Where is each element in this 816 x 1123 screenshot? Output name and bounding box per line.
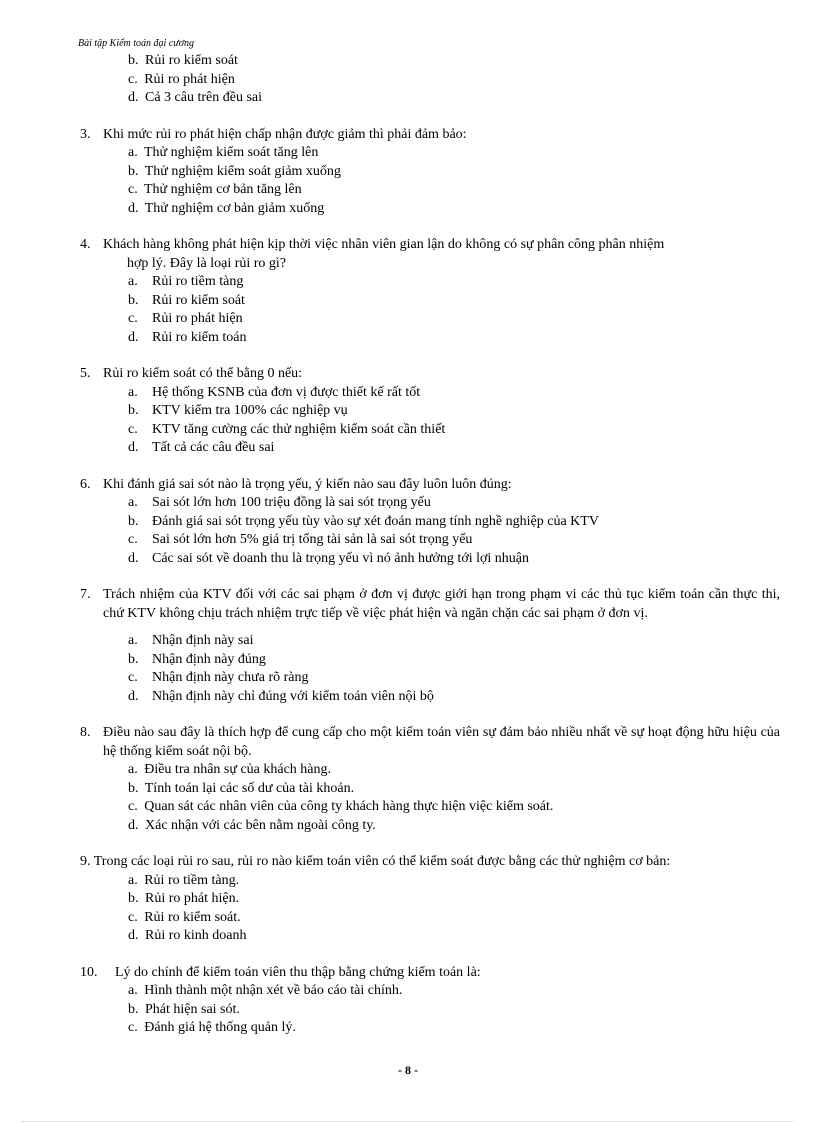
option-list xyxy=(80,632,780,706)
option-b: b. Đánh giá sai sót trọng yếu tùy vào sự xét đoán mang tính nghề nghiệp của KTV xyxy=(128,513,599,529)
option-b: b. Phát hiện sai sót. xyxy=(128,1001,240,1017)
question-5 xyxy=(80,365,780,458)
option-b: b. KTV kiểm tra 100% các nghiệp vụ xyxy=(128,403,348,418)
option-list xyxy=(80,982,780,1038)
question-text: 9. Trong các loại rủi ro sau, rủi ro nào kiểm toán viên có thể kiểm soát được bằng các thử nghiệm cơ bản: xyxy=(80,854,671,869)
option-b: b. Tính toán lại các số dư của tài khoản. xyxy=(128,780,355,796)
option-c: c. Rủi ro phát hiện xyxy=(128,71,235,87)
option-c: c. Rủi ro phát hiện xyxy=(128,311,243,326)
option-d: d. Cả 3 câu trên đều sai xyxy=(128,90,263,105)
option-c: c. Sai sót lớn hơn 5% giá trị tổng tài sản là sai sót trọng yếu xyxy=(128,532,473,547)
question-text: 10. Lý do chính để kiểm toán viên thu thập bằng chứng kiểm toán là: xyxy=(80,964,481,980)
question-10 xyxy=(80,964,780,1038)
question-text: 7. Trách nhiệm của KTV đối với các sai phạm ở đơn vị được giới hạn trong phạm vi các thủ tục kiểm toán cần thực thi, chứ KTV không chịu trách nhiệm trực tiếp về việc phát hiện và ngăn chặn các sai phạm ở đơn vị. xyxy=(80,587,780,621)
question-list xyxy=(80,52,780,1056)
option-a: a. Hình thành một nhận xét về báo cáo tài chính. xyxy=(128,983,403,998)
page-number: - 8 - xyxy=(398,1063,418,1077)
option-list xyxy=(80,144,780,218)
option-d: d. Các sai sót về doanh thu là trọng yếu vì nó ảnh hưởng tới lợi nhuận xyxy=(128,550,530,566)
option-d: d. Thử nghiệm cơ bản giảm xuống xyxy=(128,200,325,216)
question-7 xyxy=(80,586,780,706)
option-c: c. KTV tăng cường các thử nghiệm kiểm soát cần thiết xyxy=(128,421,446,437)
option-a: a. Thử nghiệm kiểm soát tăng lên xyxy=(128,145,319,160)
option-b: b. Thử nghiệm kiểm soát giảm xuống xyxy=(128,163,341,179)
question-9 xyxy=(80,853,780,946)
option-a: a. Sai sót lớn hơn 100 triệu đồng là sai sót trọng yếu xyxy=(128,495,431,510)
option-b: b. Rủi ro phát hiện. xyxy=(128,891,240,906)
question-text: 4. Khách hàng không phát hiện kịp thời việc nhân viên gian lận do không có sự phân công phân nhiệm hợp lý. Đây là loại rủi ro gì? xyxy=(80,237,665,271)
option-a: a. Rủi ro tiềm tàng. xyxy=(128,872,240,888)
option-list xyxy=(80,494,780,568)
option-d: d. Rủi ro kinh doanh xyxy=(128,928,247,943)
option-a: a. Rủi ro tiềm tàng xyxy=(128,274,244,289)
option-a: a. Điều tra nhân sự của khách hàng. xyxy=(128,762,332,777)
option-a: a. Hệ thống KSNB của đơn vị được thiết kế rất tốt xyxy=(128,384,421,400)
question-text: 5. Rủi ro kiểm soát có thể bằng 0 nếu: xyxy=(80,366,303,381)
option-list xyxy=(80,273,780,347)
question-6 xyxy=(80,476,780,569)
option-d: d. Tất cả các câu đều sai xyxy=(128,440,275,455)
question-text: 8. Điều nào sau đây là thích hợp để cung cấp cho một kiểm toán viên sự đảm bảo nhiều nhất về sự hoạt động hữu hiệu của hệ thống kiểm soát nội bộ. xyxy=(80,725,780,759)
option-list xyxy=(80,872,780,946)
option-d: d. Rủi ro kiểm toán xyxy=(128,329,247,345)
option-d: d. Nhận định này chỉ đúng với kiểm toán viên nội bộ xyxy=(128,688,434,704)
option-c: c. Rủi ro kiểm soát. xyxy=(128,909,241,925)
option-d: d. Xác nhận với các bên nằm ngoài công ty. xyxy=(128,817,376,833)
question-3 xyxy=(80,126,780,219)
option-b: b. Nhận định này đúng xyxy=(128,651,266,667)
option-c: c. Đánh giá hệ thống quản lý. xyxy=(128,1020,296,1035)
option-list xyxy=(80,384,780,458)
question-8 xyxy=(80,724,780,835)
option-b: b. Rủi ro kiểm soát xyxy=(128,292,245,308)
question-2-carryover xyxy=(80,52,780,108)
question-4 xyxy=(80,236,780,347)
running-header: Bài tập Kiểm toán đại cương xyxy=(78,38,195,49)
option-a: a. Nhận định này sai xyxy=(128,633,254,648)
question-text: 6. Khi đánh giá sai sót nào là trọng yếu, ý kiến nào sau đây luôn luôn đúng: xyxy=(80,476,512,492)
option-c: c. Thử nghiệm cơ bản tăng lên xyxy=(128,182,302,197)
option-b: b. Rủi ro kiểm soát xyxy=(128,53,238,68)
option-list xyxy=(80,761,780,835)
option-c: c. Nhận định này chưa rõ ràng xyxy=(128,670,309,685)
option-c: c. Quan sát các nhân viên của công ty khách hàng thực hiện việc kiểm soát. xyxy=(128,799,554,814)
page-bottom-divider xyxy=(22,1121,794,1122)
question-text: 3. Khi mức rủi ro phát hiện chấp nhận được giảm thì phải đảm bảo: xyxy=(80,126,467,142)
option-list xyxy=(80,52,780,108)
